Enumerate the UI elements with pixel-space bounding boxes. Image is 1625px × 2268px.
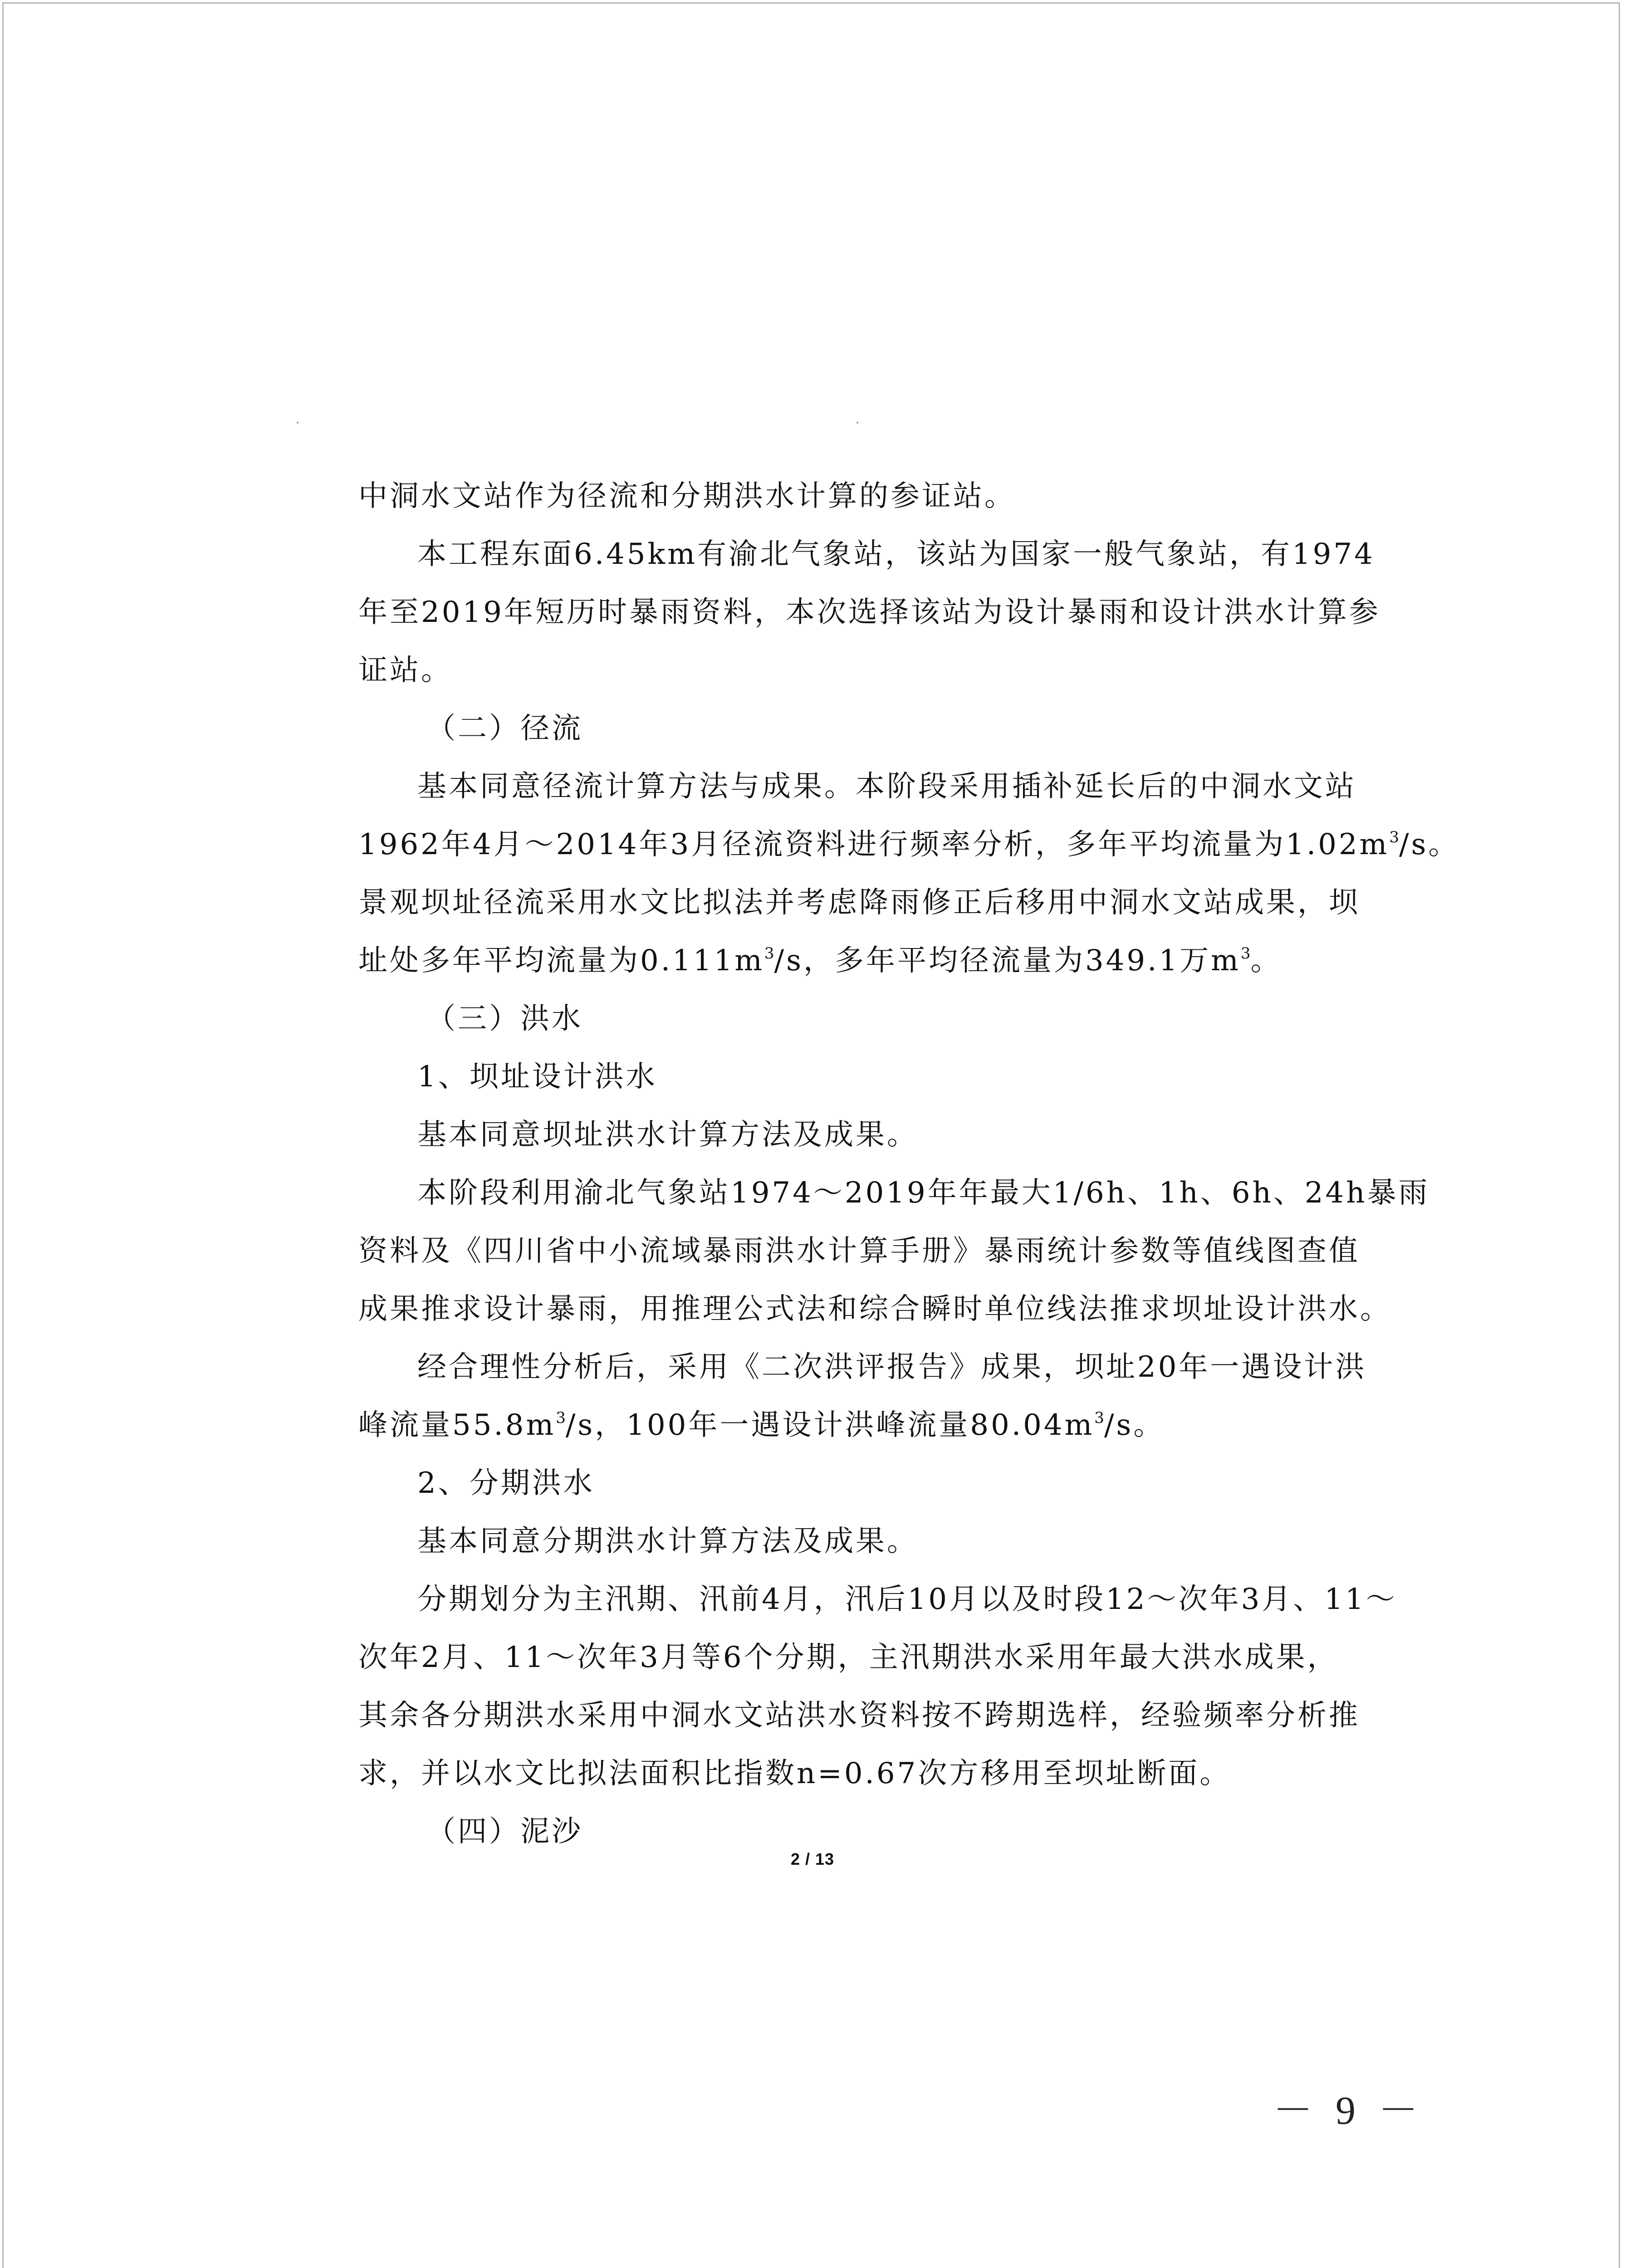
superscript: 3 [556,1409,566,1427]
document-body [358,467,1460,1861]
paragraph-line: 分期划分为主汛期、汛前4月，汛后10月以及时段12～次年3月、11～ [417,1583,1397,1616]
section-heading-flood: （三）洪水 [426,1002,583,1036]
text-run: 。 [1250,944,1282,978]
paragraph-line: 资料及《四川省中小流域暴雨洪水计算手册》暴雨统计参数等值线图查值 [358,1234,1360,1268]
text-run: 峰流量55.8m [358,1408,556,1442]
text-run: /s。 [1104,1408,1165,1442]
superscript: 3 [1094,1409,1104,1427]
paragraph-line: 基本同意分期洪水计算方法及成果。 [417,1525,918,1558]
text-run: /s，100年一遇设计洪峰流量80.04m [565,1408,1095,1442]
paragraph-line: 景观坝址径流采用水文比拟法并考虑降雨修正后移用中洞水文站成果，坝 [358,886,1360,919]
paragraph-line [358,816,1460,874]
paragraph-line [358,1396,1288,1454]
paragraph-line: 经合理性分析后，采用《二次洪评报告》成果，坝址20年一遇设计洪 [417,1350,1367,1384]
text-run: /s，多年平均径流量为349.1万m [774,944,1241,978]
paragraph-line: 中洞水文站作为径流和分期洪水计算的参证站。 [358,479,1016,513]
paragraph-line: 成果推求设计暴雨，用推理公式法和综合瞬时单位线法推求坝址设计洪水。 [358,1292,1391,1326]
paragraph-line: 求，并以水文比拟法面积比指数n=0.67次方移用至坝址断面。 [358,1757,1231,1790]
paragraph-line: 证站。 [358,654,452,687]
text-run: 1962年4月～2014年3月径流资料进行频率分析，多年平均流量为1.02m [358,828,1390,861]
superscript: 3 [764,944,774,963]
text-run: 址处多年平均流量为0.111m [358,944,764,978]
text-run: /s。 [1399,828,1460,861]
superscript: 3 [1240,944,1251,963]
paragraph-line [358,932,1288,990]
paragraph-line: 基本同意径流计算方法与成果。本阶段采用插补延长后的中洞水文站 [417,770,1356,803]
paragraph-line: 本工程东面6.45km有渝北气象站，该站为国家一般气象站，有1974 [417,538,1375,571]
paragraph-line: 基本同意坝址洪水计算方法及成果。 [417,1118,918,1152]
page-counter: 2 / 13 [790,1850,835,1868]
subsection-heading-dam-flood: 1、坝址设计洪水 [417,1060,657,1094]
scan-speck [297,422,299,424]
paragraph-line: 本阶段利用渝北气象站1974～2019年年最大1/6h、1h、6h、24h暴雨 [417,1176,1430,1210]
paragraph-line: 其余各分期洪水采用中洞水文站洪水资料按不跨期选样，经验频率分析推 [358,1699,1360,1732]
superscript: 3 [1389,828,1400,846]
scan-speck [857,422,858,424]
paragraph-line: 年至2019年短历时暴雨资料，本次选择该站为设计暴雨和设计洪水计算参 [358,596,1380,629]
section-heading-runoff: （二）径流 [426,712,583,745]
paragraph-line: 次年2月、11～次年3月等6个分期，主汛期洪水采用年最大洪水成果， [358,1641,1339,1674]
subsection-heading-staged-flood: 2、分期洪水 [417,1466,595,1500]
page-number: － 9 － [1273,2089,1424,2133]
section-heading-sediment: （四）泥沙 [426,1815,583,1848]
